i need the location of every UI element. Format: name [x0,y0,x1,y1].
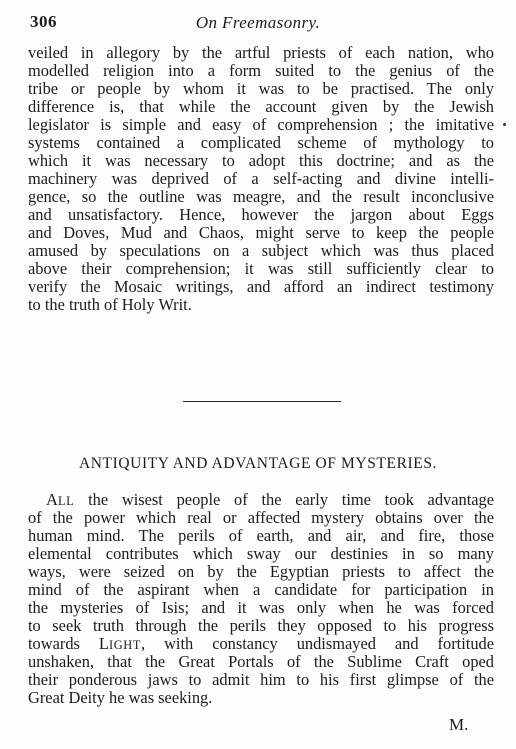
line-text: towards [28,634,99,653]
text-line: verify the Mosaic writings, and afford an indirect testimony [28,277,494,296]
line-text: , with constancy undismayed and fortitude [141,634,494,653]
text-line: unshaken, that the Great Portals of the Sublime Craft oped [28,652,494,671]
section-heading: ANTIQUITY AND ADVANTAGE OF MYSTERIES. [78,455,438,472]
text-line: machinery was deprived of a self-acting and divine intelli- [28,169,494,188]
text-line: and unsatisfactory. Hence, however the jargon about Eggs [28,205,494,224]
text-line: veiled in allegory by the artful priests of each nation, who [28,43,494,62]
section-divider [183,401,341,402]
text-line: difference is, that while the account given by the Jewish [28,97,494,116]
running-head: On Freemasonry. [195,13,321,32]
small-caps-rest: LL [57,494,75,508]
small-caps-initial: L [98,634,110,653]
text-line: Great Deity he was seeking. [28,688,213,707]
text-line: human mind. The perils of earth, and air, and fire, those [28,526,494,545]
text-line: gence, so the outline was meagre, and the result inconclusive [28,187,494,206]
text-line: above their comprehension; it was still sufficiently clear to [28,259,494,278]
text-line: to seek truth through the perils they opposed to his progress [28,616,494,635]
text-line: their ponderous jaws to admit him to his first glimpse of the [28,670,494,689]
text-line: the mysteries of Isis; and it was only when he was forced [28,598,494,617]
author-signature: M. [449,715,469,734]
text-line: and Doves, Mud and Chaos, might serve to keep the people [28,223,494,242]
small-caps-initial: A [46,490,58,509]
margin-mark [503,123,506,126]
text-line: of the power which real or affected mystery obtains over the [28,508,494,527]
text-line: mind of the aspirant when a candidate for participation in [28,580,494,599]
page-number: 306 [30,12,57,31]
text-line: systems contained a complicated scheme of mythology to [28,133,494,152]
text-line: to the truth of Holy Writ. [28,295,192,314]
text-line: elemental contributes which sway our destinies in so many [28,544,494,563]
text-line: amused by speculations on a subject which was thus placed [28,241,494,260]
line-text: the wisest people of the early time took advantage [74,490,494,509]
small-caps-rest: IGHT [109,638,142,652]
text-line: modelled religion into a form suited to the genius of the [28,61,494,80]
text-line: which it was necessary to adopt this doctrine; and as the [28,151,494,170]
text-line: tribe or people by whom it was to be practised. The only [28,79,494,98]
text-line: legislator is simple and easy of comprehension ; the imitative [28,115,494,134]
text-line: ways, were seized on by the Egyptian priests to affect the [28,562,494,581]
